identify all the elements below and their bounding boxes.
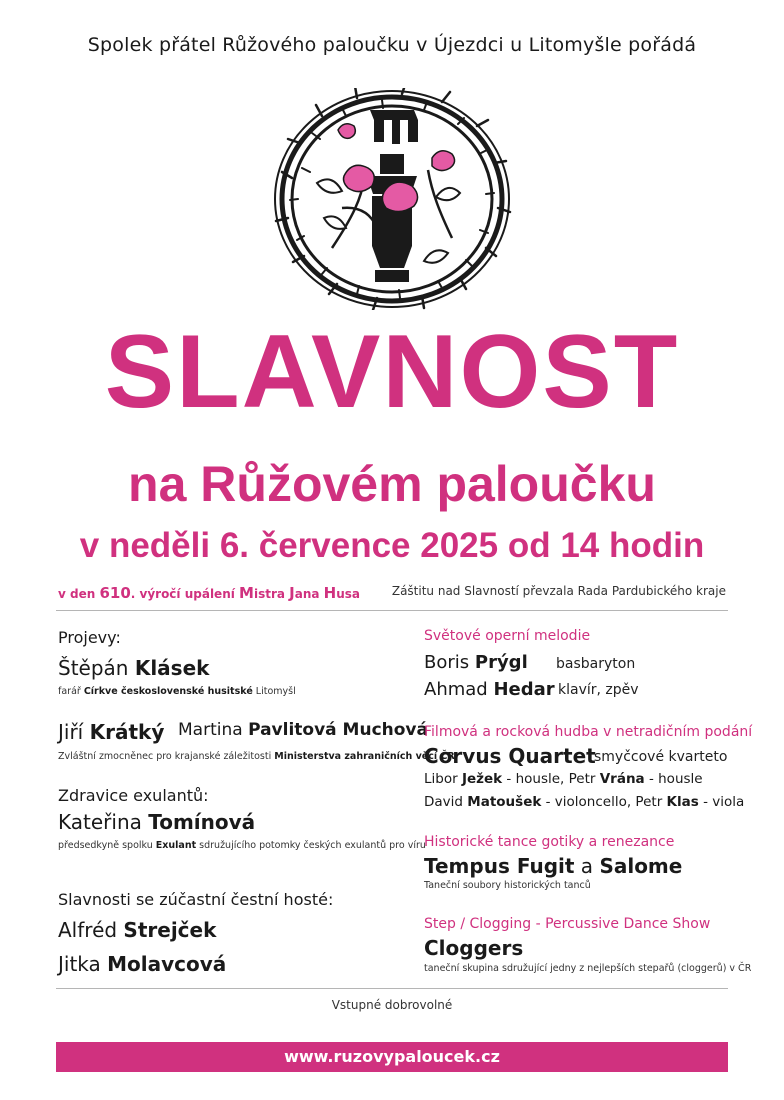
speaker-klasek-note: farář Církve československé husitské Litomyšl [58, 686, 296, 697]
main-title: SLAVNOST [104, 314, 680, 430]
title-date: v neděli 6. července 2025 od 14 hodin [79, 526, 705, 565]
performer-corvus-role: smyčcové kvarteto [594, 749, 728, 765]
patronage-line: Záštitu nad Slavností převzala Rada Pardubického kraje [391, 584, 726, 598]
website-link[interactable]: www.ruzovypaloucek.cz [56, 1042, 728, 1072]
performer-prygl-role: basbaryton [556, 656, 636, 672]
divider-bottom [56, 988, 728, 989]
speaker-tominova: Kateřina Tomínová [58, 810, 256, 834]
performer-tempus-fugit-salome: Tempus Fugit a Salome [424, 854, 683, 878]
corvus-members-1: Libor Ježek - housle, Petr Vrána - housle [424, 771, 703, 787]
dance-section-title: Historické tance gotiky a renezance [424, 834, 675, 850]
performer-corvus-quartet: Corvus Quartet [424, 744, 596, 768]
title-location: na Růžovém paloučku [128, 456, 656, 512]
opera-section-title: Světové operní melodie [424, 628, 591, 644]
performer-hedar: Ahmad Hedar [424, 679, 555, 700]
anniversary-line: v den 610. výročí upálení Mistra Jana Husa [58, 584, 361, 602]
speaker-tominova-note: předsedkyně spolku Exulant sdružujícího potomky českých exulantů pro víru [58, 840, 426, 851]
speaker-klasek: Štěpán Klásek [58, 656, 210, 680]
speaker-kratky-note: Zvláštní zmocněnec pro krajanské záležitosti Ministerstva zahraničních věcí ČR [58, 751, 455, 762]
corvus-members-2: David Matoušek - violoncello, Petr Klas - viola [424, 794, 745, 810]
step-section-title: Step / Clogging - Percussive Dance Show [424, 916, 711, 932]
performer-hedar-role: klavír, zpěv [558, 682, 639, 698]
guest-molavcova: Jitka Molavcová [58, 952, 227, 976]
speaker-muchova: Martina Pavlitová Muchová [178, 720, 428, 740]
entry-fee: Vstupné dobrovolné [331, 998, 453, 1012]
film-section-title: Filmová a rocková hudba v netradičním podání [424, 724, 753, 740]
greetings-label: Zdravice exulantů: [58, 786, 209, 805]
tempus-note: Taneční soubory historických tanců [424, 880, 591, 891]
cloggers-note: taneční skupina sdružující jedny z nejlepších stepařů (cloggerů) v ČR [424, 963, 752, 974]
organizer-line: Spolek přátel Růžového paloučku v Újezdci u Litomyšle pořádá [87, 34, 697, 56]
divider-top [56, 610, 728, 611]
speaker-kratky: Jiří Krátký [58, 720, 165, 744]
guest-strejcek: Alfréd Strejček [58, 918, 217, 942]
guests-label: Slavnosti se zúčastní čestní hosté: [58, 890, 334, 909]
thorn-wreath-emblem-icon [272, 88, 512, 310]
speeches-label: Projevy: [58, 628, 121, 647]
performer-prygl: Boris Prýgl [424, 652, 528, 673]
performer-cloggers: Cloggers [424, 936, 524, 960]
